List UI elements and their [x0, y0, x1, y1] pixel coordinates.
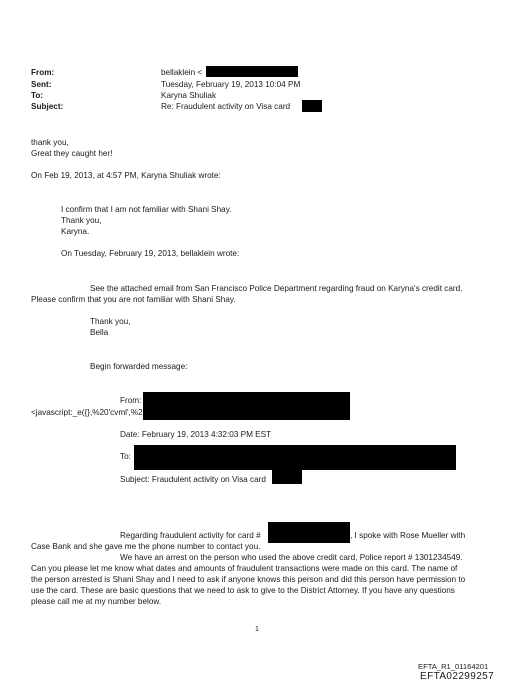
- bella-signature: Bella: [90, 328, 109, 337]
- police-line-2: Case Bank and she gave me the phone number to contact you.: [31, 542, 261, 551]
- police-line-1b: , I spoke with Rose Mueller with: [350, 531, 466, 540]
- redaction-card-number-subject: [302, 100, 322, 112]
- sent-label: Sent:: [31, 80, 52, 89]
- police-line-7: please call me at my number below.: [31, 597, 162, 606]
- police-line-6: use the card. These are basic questions that we need to ask to give to the District Attorney. If you have any questions: [31, 586, 455, 595]
- redaction-fwd-from: [143, 392, 350, 420]
- police-line-1a: Regarding fraudulent activity for card #: [120, 531, 261, 540]
- karyna-line-3: Karyna.: [61, 227, 90, 236]
- police-line-5: the person arrested is Shani Shay and I need to ask if anyone knows this person and did this person have permission to: [31, 575, 466, 584]
- police-line-3: We have an arrest on the person who used the above credit card, Police report # 1301234549.: [120, 553, 463, 562]
- police-line-4: Can you please let me know what dates and amounts of fraudulent transactions were made on this card. The name of: [31, 564, 458, 573]
- to-label: To:: [31, 91, 44, 100]
- karyna-line-1: I confirm that I am not familiar with Shani Shay.: [61, 205, 232, 214]
- fwd-to-label: To:: [120, 452, 131, 461]
- karyna-line-2: Thank you,: [61, 216, 102, 225]
- reply-line-1: thank you,: [31, 138, 69, 147]
- from-value: bellaklein <: [161, 68, 203, 77]
- subject-label: Subject:: [31, 102, 64, 111]
- page-number: 1: [255, 626, 259, 633]
- bella-para-line-1: See the attached email from San Francisco Police Department regarding fraud on Karyna's credit card.: [90, 284, 463, 293]
- from-label: From:: [31, 68, 55, 77]
- bates-number-2: EFTA02299257: [420, 671, 495, 682]
- bella-thanks: Thank you,: [90, 317, 131, 326]
- reply-line-2: Great they caught her!: [31, 149, 113, 158]
- subject-value: Re: Fraudulent activity on Visa card: [161, 102, 291, 111]
- fwd-from-label: From:: [120, 396, 142, 405]
- to-value: Karyna Shuliak: [161, 91, 217, 100]
- redaction-fwd-to: [134, 445, 456, 470]
- bella-para-line-2: Please confirm that you are not familiar with Shani Shay.: [31, 295, 236, 304]
- fwd-javascript-link[interactable]: <javascript:_e({},%20'cvml',%2: [31, 408, 143, 417]
- redaction-card-number-fwd-subject: [272, 470, 302, 484]
- fwd-subject: Subject: Fraudulent activity on Visa card: [120, 475, 266, 484]
- reply-quote-intro: On Feb 19, 2013, at 4:57 PM, Karyna Shuliak wrote:: [31, 171, 221, 180]
- forwarded-message-label: Begin forwarded message:: [90, 362, 188, 371]
- redaction-card-number-body: [268, 522, 350, 543]
- bates-number-1: EFTA_R1_01164201: [418, 662, 489, 671]
- karyna-quote-intro: On Tuesday, February 19, 2013, bellaklein wrote:: [61, 249, 240, 258]
- fwd-date: Date: February 19, 2013 4:32:03 PM EST: [120, 430, 272, 439]
- sent-value: Tuesday, February 19, 2013 10:04 PM: [161, 80, 301, 89]
- redaction-from-email: [206, 66, 298, 77]
